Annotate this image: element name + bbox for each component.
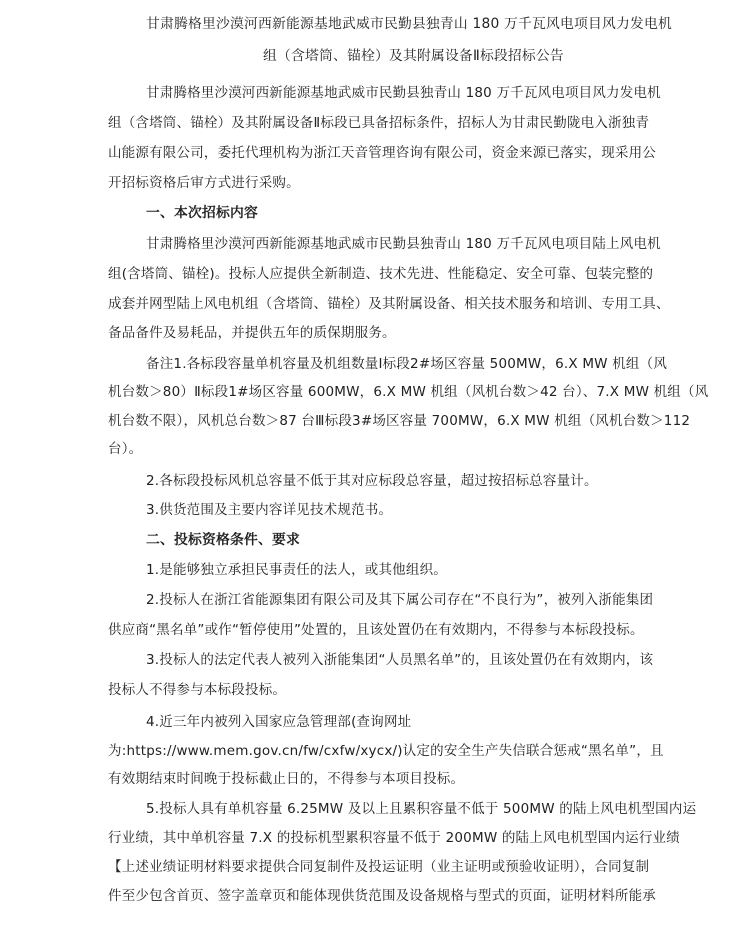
note-1-line-3: 机台数不限），风机总台数＞87 台Ⅲ标段3#场区容量 700MW，6.X MW 机组（风机台数＞112 <box>108 413 691 429</box>
intro-line-3: 山能源有限公司，委托代理机构为浙江天音管理咨询有限公司，资金来源已落实，现采用公 <box>108 145 656 161</box>
note-1-line-4: 台）。 <box>108 441 143 457</box>
requirement-3-line-1: 3.投标人的法定代表人被列入浙能集团“人员黑名单”的，且该处置仍在有效期内，该 <box>146 652 654 668</box>
scope-line-4: 备品备件及易耗品，并提供五年的质保期服务。 <box>108 325 396 341</box>
section-heading-qualification: 二、投标资格条件、要求 <box>146 532 300 548</box>
requirement-5-line-3: 【上述业绩证明材料要求提供合同复制件及投运证明（业主证明或预验收证明），合同复制 <box>108 859 650 875</box>
note-3: 3.供货范围及主要内容详见技术规范书。 <box>146 502 393 518</box>
note-1-line-2: 机台数＞80）Ⅱ标段1#场区容量 600MW，6.X MW 机组（风机台数＞42 台）、7.X MW 机组（风 <box>108 384 709 400</box>
requirement-2-line-1: 2.投标人在浙江省能源集团有限公司及其下属公司存在“不良行为”，被列入浙能集团 <box>146 592 654 608</box>
note-2: 2.各标段投标风机总容量不低于其对应标段总容量，超过按招标总容量计。 <box>146 473 598 489</box>
intro-line-1: 甘肃腾格里沙漠河西新能源基地武威市民勤县独青山 180 万千瓦风电项目风力发电机 <box>146 85 661 101</box>
document-title-line-2: 组（含塔筒、锚栓）及其附属设备Ⅱ标段招标公告 <box>263 48 564 64</box>
requirement-4-line-2: 为:https://www.mem.gov.cn/fw/cxfw/xycx/)认定的安全生产失信联合惩戒“黑名单”，且 <box>108 743 664 759</box>
requirement-5-line-4: 件至少包含首页、签字盖章页和能体现供货范围及设备规格与型式的页面，证明材料所能承 <box>108 888 656 904</box>
section-heading-scope: 一、本次招标内容 <box>146 205 258 221</box>
requirement-3-line-2: 投标人不得参与本标段投标。 <box>108 682 287 698</box>
requirement-2-line-2: 供应商“黑名单”或作“暂停使用”处置的，且该处置仍在有效期内，不得参与本标段投标。 <box>108 622 644 638</box>
intro-line-4: 开招标资格后审方式进行采购。 <box>108 175 300 191</box>
note-1-line-1: 备注1.各标段容量单机容量及机组数量Ⅰ标段2#场区容量 500MW，6.X MW 机组（风 <box>146 356 668 372</box>
document-title-line-1: 甘肃腾格里沙漠河西新能源基地武威市民勤县独青山 180 万千瓦风电项目风力发电机 <box>146 16 672 32</box>
requirement-5-line-1: 5.投标人具有单机容量 6.25MW 及以上且累积容量不低于 500MW 的陆上风电机型国内运 <box>146 801 697 817</box>
requirement-4-line-1: 4.近三年内被列入国家应急管理部(查询网址 <box>146 714 412 730</box>
scope-line-3: 成套并网型陆上风电机组（含塔筒、锚栓）及其附属设备、相关技术服务和培训、专用工具、 <box>108 296 670 312</box>
scope-line-1: 甘肃腾格里沙漠河西新能源基地武威市民勤县独青山 180 万千瓦风电项目陆上风电机 <box>146 236 661 252</box>
requirement-5-line-2: 行业绩，其中单机容量 7.X 的投标机型累积容量不低于 200MW 的陆上风电机型国内运行业绩 <box>108 830 680 846</box>
scope-line-2: 组(含塔筒、锚栓)。投标人应提供全新制造、技术先进、性能稳定、安全可靠、包装完整的 <box>108 266 654 282</box>
requirement-4-line-3: 有效期结束时间晚于投标截止日的，不得参与本项目投标。 <box>108 771 465 787</box>
requirement-1: 1.是能够独立承担民事责任的法人，或其他组织。 <box>146 562 447 578</box>
intro-line-2: 组（含塔筒、锚栓）及其附属设备Ⅱ标段已具备招标条件，招标人为甘肃民勤陇电入浙独青 <box>108 115 650 131</box>
